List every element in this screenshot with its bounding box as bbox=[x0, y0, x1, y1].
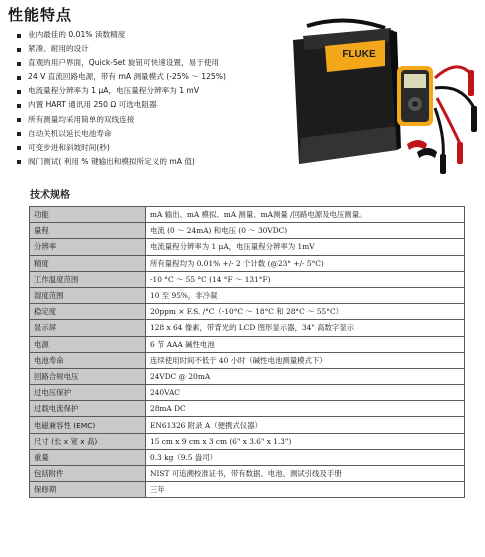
spec-value: 20ppm × F.S. /°C（-10°C ～ 18°C 和 28°C ～ 55°C） bbox=[146, 304, 465, 320]
table-row bbox=[30, 255, 465, 271]
table-row bbox=[30, 223, 465, 239]
table-row bbox=[30, 401, 465, 417]
feature-item: 电流量程分辨率为 1 μA，电压量程分辨率为 1 mV bbox=[14, 84, 289, 98]
spec-label: 重量 bbox=[30, 449, 146, 465]
spec-value: 所有量程均为 0.01% +/- 2 个计数 (@23° +/- 5°C) bbox=[146, 255, 465, 271]
spec-value: 28mA DC bbox=[146, 401, 465, 417]
table-row bbox=[30, 433, 465, 449]
table-row bbox=[30, 239, 465, 255]
spec-value: 6 节 AAA 碱性电池 bbox=[146, 336, 465, 352]
spec-label: 量程 bbox=[30, 223, 146, 239]
feature-list bbox=[14, 28, 289, 169]
spec-value: 15 cm x 9 cm x 3 cm (6" x 3.6" x 1.3") bbox=[146, 433, 465, 449]
table-row bbox=[30, 271, 465, 287]
spec-value: NIST 可追溯校准证书，带有数据、电池、测试引线及手册 bbox=[146, 466, 465, 482]
spec-label: 湿度范围 bbox=[30, 287, 146, 303]
carrying-case-icon bbox=[293, 20, 401, 164]
spec-label: 尺寸 (长 x 宽 x 高) bbox=[30, 433, 146, 449]
table-row bbox=[30, 449, 465, 465]
spec-label: 回路合规电压 bbox=[30, 368, 146, 384]
product-image bbox=[285, 18, 485, 178]
spec-value: 10 至 95%，非冷凝 bbox=[146, 287, 465, 303]
bullet-icon bbox=[17, 118, 21, 122]
spec-label: 过载电流保护 bbox=[30, 401, 146, 417]
spec-value: 电流 (0 ～ 24mA) 和电压 (0 ～ 30VDC) bbox=[146, 223, 465, 239]
feature-item: 内置 HART 通讯用 250 Ω 可选电阻器 bbox=[14, 98, 289, 112]
spec-value: 0.3 kg（9.5 盎司） bbox=[146, 449, 465, 465]
spec-label: 包括附件 bbox=[30, 466, 146, 482]
spec-label: 工作温度范围 bbox=[30, 271, 146, 287]
bullet-icon bbox=[17, 90, 21, 94]
bullet-icon bbox=[17, 160, 21, 164]
table-row bbox=[30, 466, 465, 482]
spec-value: 24VDC @ 20mA bbox=[146, 368, 465, 384]
bullet-icon bbox=[17, 146, 21, 150]
spec-value: 240VAC bbox=[146, 385, 465, 401]
table-row bbox=[30, 304, 465, 320]
feature-item: 紧凑、耐用的设计 bbox=[14, 42, 289, 56]
feature-item: 阀门测试( 利用 % 键输出和模拟所定义的 mA 值) bbox=[14, 155, 289, 169]
spec-label: 功能 bbox=[30, 207, 146, 223]
feature-item: 所有测量均采用简单的双线连接 bbox=[14, 113, 289, 127]
loop-calibrator-icon bbox=[397, 66, 433, 126]
spec-label: 过电压保护 bbox=[30, 385, 146, 401]
spec-label: 显示屏 bbox=[30, 320, 146, 336]
spec-label: 电磁兼容性 (EMC) bbox=[30, 417, 146, 433]
table-row bbox=[30, 352, 465, 368]
page-title: 性能特点 bbox=[8, 6, 73, 24]
feature-item: 自动关机以延长电池寿命 bbox=[14, 127, 289, 141]
spec-value: mA 输出、mA 模拟、mA 测量、mA测量 /回路电源及电压测量。 bbox=[146, 207, 465, 223]
spec-value: 连续使用时间不低于 40 小时（碱性电池测量模式下） bbox=[146, 352, 465, 368]
spec-value: EN61326 附录 A（便携式仪器） bbox=[146, 417, 465, 433]
spec-label: 稳定度 bbox=[30, 304, 146, 320]
table-row bbox=[30, 482, 465, 498]
spec-section-title: 技术规格 bbox=[30, 190, 70, 201]
bullet-icon bbox=[17, 62, 21, 66]
bullet-icon bbox=[17, 104, 21, 108]
spec-label: 保修期 bbox=[30, 482, 146, 498]
bullet-icon bbox=[17, 34, 21, 38]
table-row bbox=[30, 320, 465, 336]
table-row bbox=[30, 368, 465, 384]
brand-logo: FLUKE bbox=[342, 49, 376, 60]
table-row bbox=[30, 207, 465, 223]
bullet-icon bbox=[17, 76, 21, 80]
spec-value: 128 x 64 像素，带背光的 LCD 图形显示器，34" 高数字显示 bbox=[146, 320, 465, 336]
spec-label: 电池寿命 bbox=[30, 352, 146, 368]
feature-item: 24 V 直流回路电源，带有 mA 测量模式 (-25% ～ 125%) bbox=[14, 70, 289, 84]
spec-value: -10 °C ～ 55 °C (14 °F ～ 131°F) bbox=[146, 271, 465, 287]
spec-value: 三年 bbox=[146, 482, 465, 498]
spec-value: 电流量程分辨率为 1 μA，电压量程分辨率为 1mV bbox=[146, 239, 465, 255]
spec-label: 分辨率 bbox=[30, 239, 146, 255]
feature-item: 可变步进和斜坡时间(秒) bbox=[14, 141, 289, 155]
feature-item: 直观的用户界面，Quick-Set 旋钮可快速设置，易于使用 bbox=[14, 56, 289, 70]
bullet-icon bbox=[17, 132, 21, 136]
spec-table bbox=[29, 206, 465, 498]
bullet-icon bbox=[17, 48, 21, 52]
spec-label: 精度 bbox=[30, 255, 146, 271]
table-row bbox=[30, 287, 465, 303]
table-row bbox=[30, 417, 465, 433]
spec-label: 电源 bbox=[30, 336, 146, 352]
table-row bbox=[30, 385, 465, 401]
feature-item: 业内最佳的 0.01% 读数精度 bbox=[14, 28, 289, 42]
table-row bbox=[30, 336, 465, 352]
